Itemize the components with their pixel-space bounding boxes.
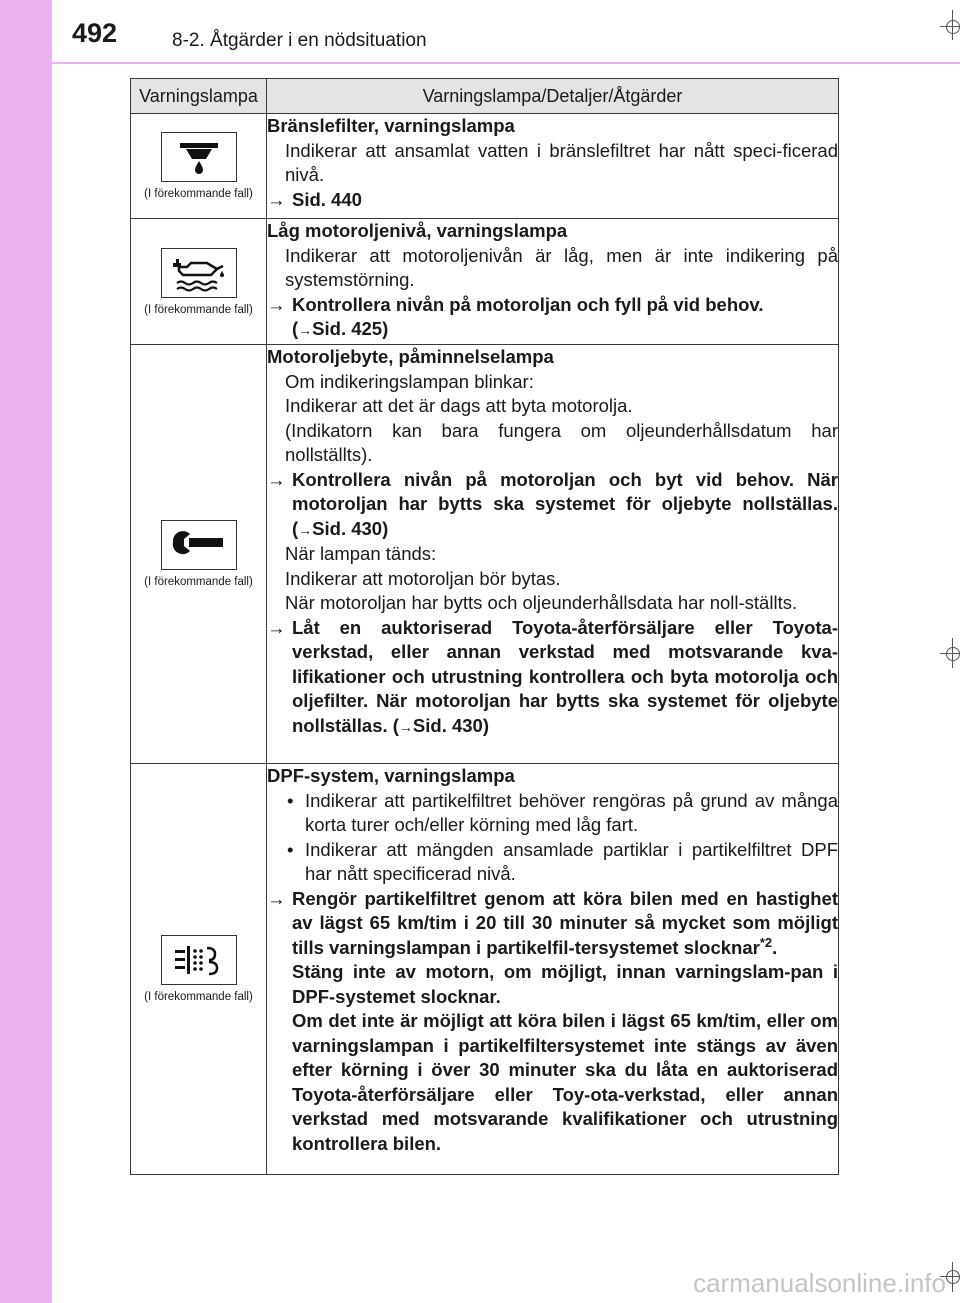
row-action: [267, 616, 838, 740]
header-rule: [52, 62, 960, 64]
row-action: [267, 468, 838, 543]
page-reference-link[interactable]: Sid. 425): [312, 318, 389, 339]
row-title: DPF-system, varningslampa: [267, 765, 515, 786]
row-title: Motoroljebyte, påminnelselampa: [267, 346, 554, 367]
icon-cell: [131, 764, 267, 1175]
page-reference-link[interactable]: Sid. 430): [312, 517, 389, 539]
row-bold-text: Om det inte är möjligt att köra bilen i lägst 65 km/tim, eller om varningslampan i partikelfiltersystemet inte stängs av även efter körning i över 30 minuter ska du låta en auktoriserad Toyota-återförsäljare eller Toy-ota-verkstad, eller annan verkstad med motsvarande kvalifikationer och utrustning kontrollera bilen.: [292, 1010, 838, 1154]
row-text: Indikerar att motoroljan bör bytas.: [285, 567, 561, 589]
low-engine-oil-level-icon: [161, 248, 237, 298]
row-title: Bränslefilter, varningslampa: [267, 115, 515, 136]
row-action-text: Rengör partikelfiltret genom att köra bilen med en hastighet av lägst 65 km/tim i 20 till 30 minuter så mycket som möjligt tills varningslampan i partikelfil-tersystemet slocknar: [292, 887, 838, 958]
col-header-details: Varningslampa/Detaljer/Åtgärder: [267, 79, 839, 114]
row-text: (Indikatorn kan bara fungera om oljeunderhållsdatum har nollställts).: [285, 419, 838, 465]
icon-note: (I förekommande fall): [144, 991, 253, 1003]
col-header-warning-light: Varningslampa: [131, 79, 267, 114]
table-header-row: [131, 79, 839, 114]
wrench-icon: [161, 520, 237, 570]
icon-cell: [131, 345, 267, 764]
row-text: När motoroljan har bytts och oljeunderhållsdata har noll-ställts.: [285, 592, 798, 613]
row-text: Indikerar att ansamlat vatten i bränslefiltret har nått speci-ficerad nivå.: [285, 139, 838, 185]
table-row: [131, 219, 839, 345]
row-text: Indikerar att det är dags att byta motorolja.: [285, 395, 633, 416]
row-description: [267, 764, 839, 1175]
arrow-icon: →: [398, 718, 413, 735]
warning-light-table: [130, 78, 839, 1175]
row-action-text: Kontrollera nivån på motoroljan och fyll på vid behov.: [292, 293, 764, 315]
icon-note: (I förekommande fall): [144, 303, 253, 316]
row-bold-text: Stäng inte av motorn, om möjligt, innan varningslam-pan i DPF-systemet slocknar.: [292, 961, 838, 1007]
row-description: [267, 219, 839, 345]
chapter-side-band: [0, 0, 52, 1303]
arrow-icon: →: [298, 322, 313, 338]
fuel-filter-warning-icon: [161, 132, 237, 182]
list-item: • Indikerar att partikelfiltret behöver rengöras på grund av många korta turer och/eller körning med låg fart.: [267, 789, 838, 838]
icon-cell: [131, 114, 267, 219]
icon-note: (I förekommande fall): [144, 188, 253, 200]
section-title: 8-2. Åtgärder i en nödsituation: [172, 30, 427, 51]
list-item: • Indikerar att mängden ansamlade partiklar i partikelfiltret DPF har nått specificerad nivå.: [267, 838, 838, 887]
crop-mark-top-right: [940, 10, 960, 40]
row-action: → Rengör partikelfiltret genom att köra bilen med en hastighet av lägst 65 km/tim i 20 till 30 minuter så mycket som möjligt tills varningslampan i partikelfil-tersystemet slocknar$^{*2}$.: [267, 887, 838, 961]
footnote-mark: *2: [759, 934, 773, 950]
table-row: [131, 345, 839, 764]
row-description: [267, 114, 839, 219]
row-title: Låg motoroljenivå, varningslampa: [267, 220, 568, 241]
page-reference-link[interactable]: Sid. 430): [412, 714, 490, 736]
row-text: Om indikeringslampan blinkar:: [285, 370, 534, 392]
row-description: [267, 345, 839, 764]
row-text: Indikerar att motoroljenivån är låg, men är inte indikering på systemstörning.: [285, 244, 838, 290]
icon-note: (I förekommande fall): [144, 576, 253, 588]
table-row: [131, 114, 839, 219]
page-number: 492: [72, 18, 118, 48]
row-text: När lampan tänds:: [285, 543, 437, 564]
row-action: → Kontrollera nivån på motoroljan och fyll på vid behov. (→Sid. 425): [267, 293, 838, 343]
table-row: [131, 764, 839, 1175]
icon-cell: [131, 219, 267, 345]
crop-mark-mid-right: [940, 638, 960, 668]
dpf-system-icon: [161, 935, 237, 985]
watermark: carmanualsonline.info: [693, 1268, 946, 1298]
row-action-text: Låt en auktoriserad Toyota-återförsäljare eller Toyota-verkstad, eller annan verkstad med motsvarande kva-lifikationer och utrustning kontrollera och byta motorolja och oljefilter. När motoroljan har bytts ska systemet för oljebyte nollställas. (: [292, 616, 838, 736]
arrow-icon: →: [298, 521, 313, 538]
row-action-text: Kontrollera nivån på motoroljan och byt vid behov. När motoroljan har bytts ska systemet för oljebyte nollställas. (: [292, 468, 838, 539]
page-reference-link[interactable]: → Sid. 440: [267, 188, 838, 213]
